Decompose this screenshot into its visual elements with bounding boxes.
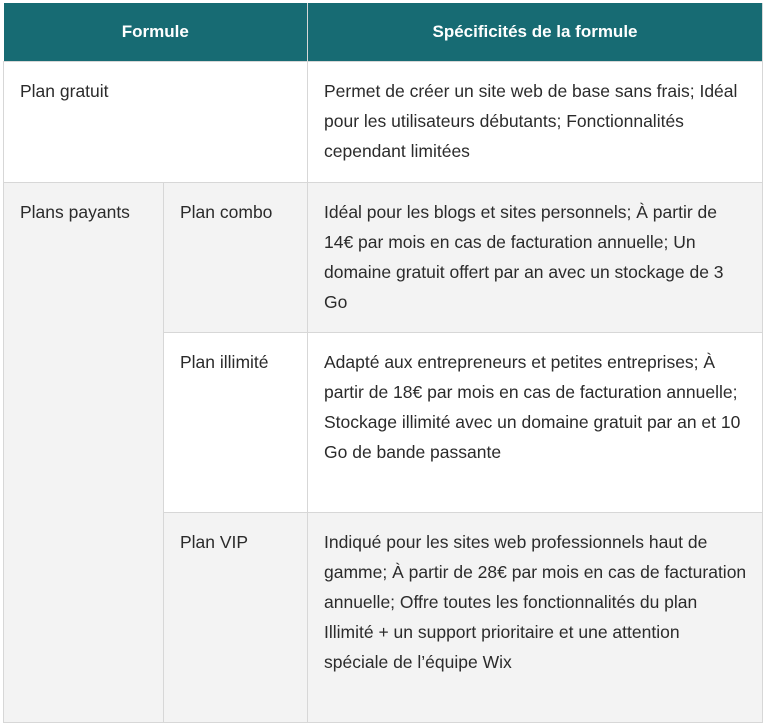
plan-name: Plan gratuit — [4, 62, 308, 183]
plan-details: Indiqué pour les sites web professionnels haut de gamme; À partir de 28€ par mois en cas de facturation annuelle; Offre toutes les fonctionnalités du plan Illimité + un support prioritaire et une attention spéciale de l’équipe Wix — [308, 513, 763, 723]
header-specificites: Spécificités de la formule — [308, 3, 763, 62]
plan-name: Plan VIP — [164, 513, 308, 723]
table-header-row — [4, 3, 763, 62]
plan-details: Idéal pour les blogs et sites personnels; À partir de 14€ par mois en cas de facturation annuelle; Un domaine gratuit offert par an avec un stockage de 3 Go — [308, 183, 763, 333]
plan-name: Plan combo — [164, 183, 308, 333]
plan-group-label: Plans payants — [4, 183, 164, 723]
plan-details: Permet de créer un site web de base sans frais; Idéal pour les utilisateurs débutants; Fonctionnalités cependant limitées — [308, 62, 763, 183]
header-formule: Formule — [4, 3, 308, 62]
table-row — [4, 183, 763, 333]
plans-comparison-table — [3, 3, 763, 723]
plan-name: Plan illimité — [164, 333, 308, 513]
plan-details: Adapté aux entrepreneurs et petites entreprises; À partir de 18€ par mois en cas de facturation annuelle; Stockage illimité avec un domaine gratuit par an et 10 Go de bande passante — [308, 333, 763, 513]
table-row — [4, 62, 763, 183]
